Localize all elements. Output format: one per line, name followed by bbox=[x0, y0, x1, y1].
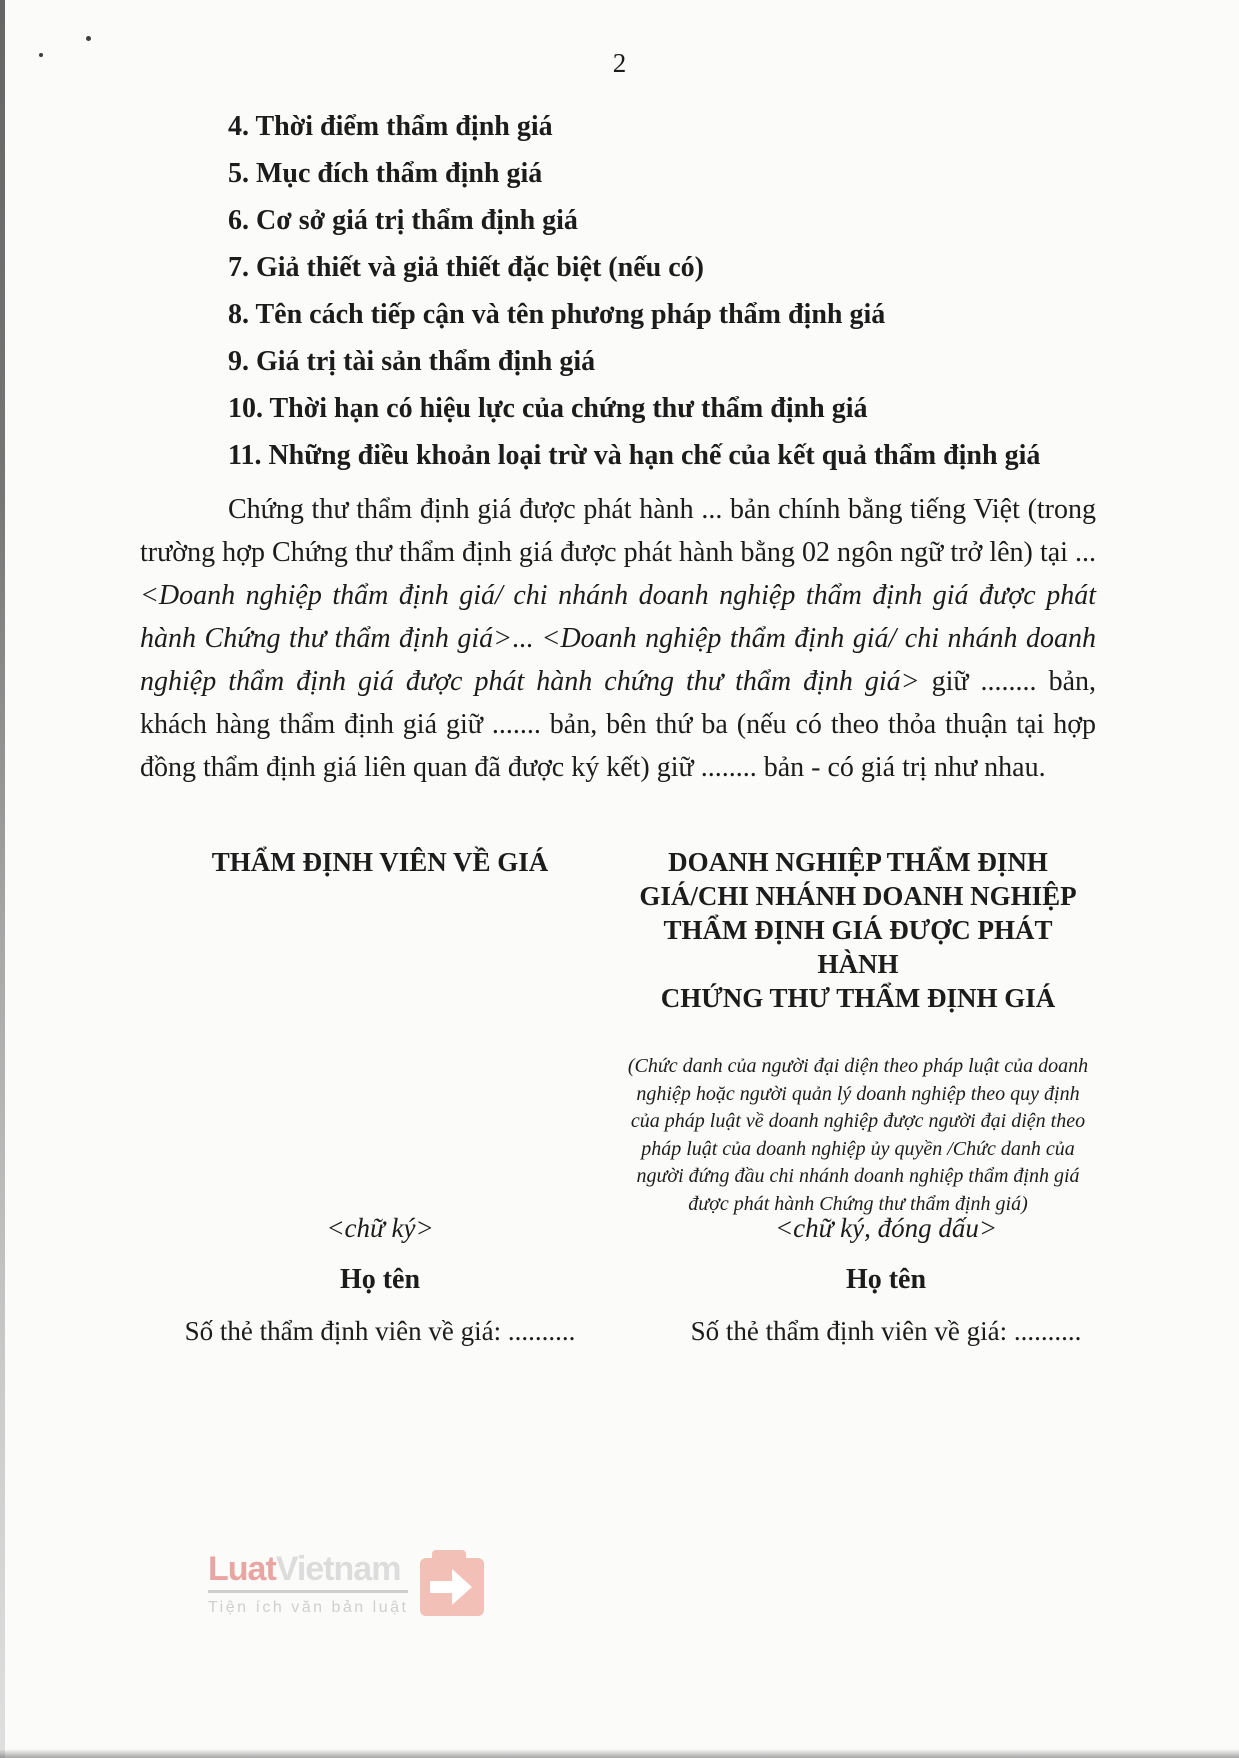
scan-edge-left bbox=[0, 0, 5, 1758]
valuer-card-number-line: Số thẻ thẩm định viên về giá: .......... bbox=[184, 1316, 576, 1346]
signer-title-note: (Chức danh của người đại diện theo pháp luật của doanh nghiệp hoặc người quản lý doanh nghiệp theo quy định của pháp luật về doanh nghiệp được người đại diện theo pháp luật của doanh nghiệp ủy quyền /Chức danh của người đứng đầu chi nhánh doanh nghiệp thẩm định giá được phát hành Chứng thư thẩm định giá) bbox=[627, 1055, 1089, 1215]
enterprise-card-number-line: Số thẻ thẩm định viên về giá: .......... bbox=[690, 1316, 1082, 1346]
arrow-icon bbox=[420, 1558, 484, 1616]
valuer-column-header: THẨM ĐỊNH VIÊN VỀ GIÁ bbox=[211, 847, 549, 877]
signature-column-enterprise bbox=[620, 845, 1096, 1365]
scan-speck bbox=[86, 36, 91, 41]
list-item: 11. Những điều khoản loại trừ và hạn chế của kết quả thẩm định giá bbox=[228, 440, 1041, 471]
paragraph-segment: giữ ........ bản, khách hàng thẩm định giá giữ ....... bản, bên thứ ba (nếu có theo thỏa thuận tại hợp đồng thẩm định giá liên quan đã được ký kết) giữ ........ bản - có giá trị như nhau. bbox=[140, 666, 1096, 783]
valuer-signature-block bbox=[140, 1213, 620, 1347]
signature-column-valuer bbox=[140, 845, 620, 1365]
enterprise-header-line: GIÁ/CHI NHÁNH DOANH NGHIỆP bbox=[639, 881, 1077, 911]
full-name-label: Họ tên bbox=[339, 1264, 421, 1295]
paragraph-segment-italic: <Doanh nghiệp thẩm định giá/ chi nhánh doanh nghiệp thẩm định giá được phát hành chứng thư thẩm định giá> bbox=[140, 623, 1097, 697]
brand-part-vietnam: Vietnam bbox=[275, 1550, 401, 1588]
list-item: 5. Mục đích thẩm định giá bbox=[228, 158, 543, 189]
brand-part-luat: Luat bbox=[208, 1550, 276, 1588]
signature-section bbox=[140, 845, 1096, 1365]
list-item: 8. Tên cách tiếp cận và tên phương pháp thẩm định giá bbox=[228, 299, 886, 330]
signature-placeholder: <chữ ký> bbox=[326, 1213, 434, 1243]
paragraph-segment: Chứng thư thẩm định giá được phát hành ... bản chính bằng tiếng Việt (trong trường hợp Chứng thư thẩm định giá được phát hành bằng 02 ngôn ngữ trở lên) tại ... bbox=[140, 494, 1096, 568]
document-content bbox=[140, 112, 1096, 1365]
certificate-contents-list bbox=[228, 112, 1096, 470]
enterprise-header-line: DOANH NGHIỆP THẨM ĐỊNH bbox=[668, 847, 1048, 877]
issuance-paragraph bbox=[140, 488, 1096, 789]
luatvietnam-watermark bbox=[208, 1550, 484, 1617]
full-name-label: Họ tên bbox=[845, 1264, 927, 1295]
arrow-icon-tab bbox=[432, 1550, 466, 1560]
list-item: 4. Thời điểm thẩm định giá bbox=[228, 111, 553, 142]
scan-edge-bottom bbox=[0, 1749, 1239, 1758]
brand-name bbox=[208, 1550, 408, 1593]
brand-tagline: Tiện ích văn bản luật bbox=[208, 1599, 409, 1616]
list-item: 9. Giá trị tài sản thẩm định giá bbox=[228, 346, 596, 377]
arrow-icon-bar bbox=[430, 1581, 454, 1593]
signature-and-seal-placeholder: <chữ ký, đóng dấu> bbox=[774, 1213, 998, 1243]
enterprise-header-line: THẨM ĐỊNH GIÁ ĐƯỢC PHÁT HÀNH bbox=[663, 915, 1053, 979]
page-number: 2 bbox=[612, 48, 627, 78]
paragraph-segment: ... bbox=[512, 623, 542, 654]
list-item: 7. Giả thiết và giả thiết đặc biệt (nếu có) bbox=[228, 252, 704, 283]
enterprise-column-header bbox=[620, 845, 1096, 1015]
paragraph-segment-italic: <Doanh nghiệp thẩm định giá/ chi nhánh doanh nghiệp thẩm định giá được phát hành Chứng thư thẩm định giá> bbox=[140, 580, 1096, 654]
list-item: 10. Thời hạn có hiệu lực của chứng thư thẩm định giá bbox=[228, 393, 868, 424]
arrow-icon-head bbox=[452, 1569, 472, 1605]
enterprise-signature-block bbox=[620, 1213, 1096, 1347]
enterprise-header-line: CHỨNG THƯ THẨM ĐỊNH GIÁ bbox=[660, 983, 1056, 1013]
luatvietnam-wordmark bbox=[208, 1550, 408, 1617]
list-item: 6. Cơ sở giá trị thẩm định giá bbox=[228, 205, 578, 236]
